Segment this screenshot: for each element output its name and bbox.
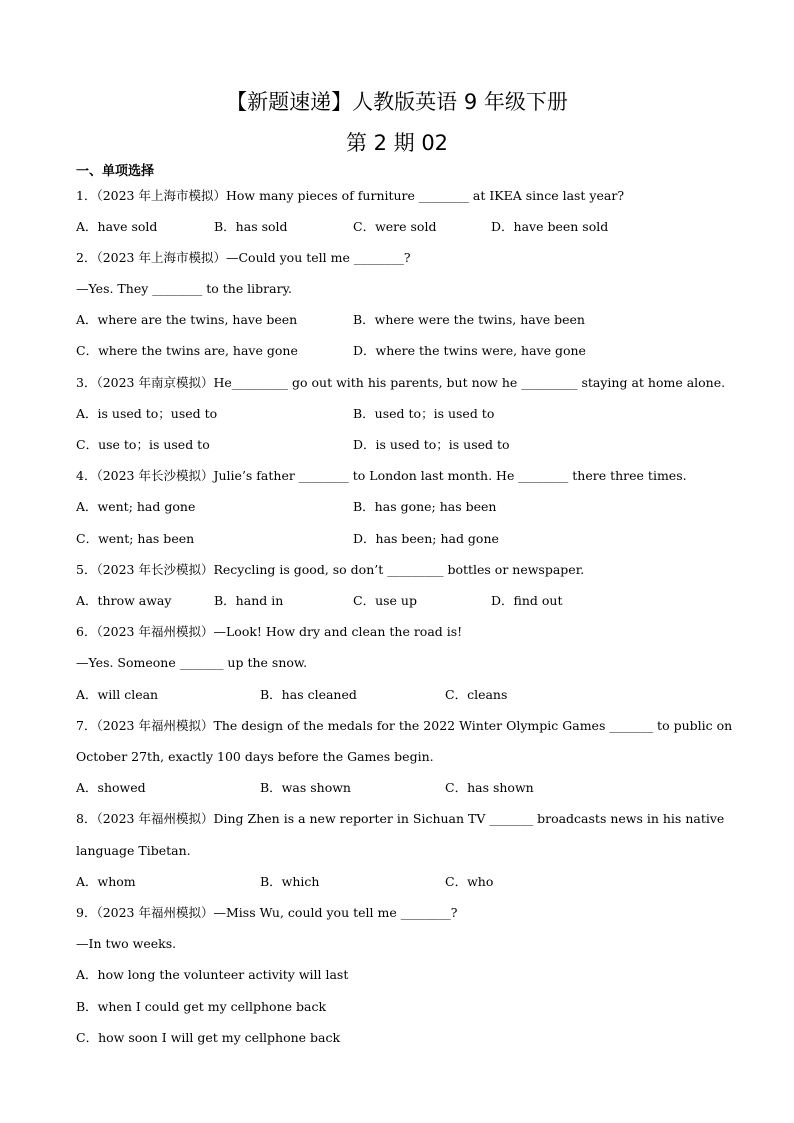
question-3-option-d: D．is used to；is used to <box>353 437 510 452</box>
question-7-stem: 7．（2023 年福州模拟）The design of the medals for the 2022 Winter Olympic Games _______ to public on <box>76 718 733 733</box>
page-subtitle: 第 2 期 02 <box>345 131 449 155</box>
question-7-option-c: C．has shown <box>445 780 534 795</box>
question-1-option-b: B．has sold <box>214 219 288 234</box>
question-1-stem: 1．（2023 年上海市模拟）How many pieces of furniture ________ at IKEA since last year? <box>76 188 625 203</box>
question-6-option-c: C．cleans <box>445 687 508 702</box>
question-5-option-d: D．find out <box>491 593 563 608</box>
question-8-stem-line-2: language Tibetan. <box>76 843 191 858</box>
question-4-option-a: A．went; had gone <box>76 499 196 514</box>
question-5-option-c: C．use up <box>353 593 417 608</box>
question-3-option-b: B．used to；is used to <box>353 406 495 421</box>
question-9-option-b: B．when I could get my cellphone back <box>76 999 327 1014</box>
page-title: 【新题速递】人教版英语 9 年级下册 <box>226 90 568 114</box>
section-heading: 一、单项选择 <box>76 164 155 179</box>
question-9-option-c: C．how soon I will get my cellphone back <box>76 1030 341 1045</box>
question-8-option-c: C．who <box>445 874 494 889</box>
question-5-option-a: A．throw away <box>76 593 172 608</box>
question-6-option-b: B．has cleaned <box>260 687 357 702</box>
question-2-stem-line-2: —Yes. They ________ to the library. <box>76 281 292 296</box>
question-3-stem: 3．（2023 年南京模拟）He_________ go out with his parents, but now he _________ staying at home alone. <box>76 375 726 390</box>
question-1-option-a: A．have sold <box>76 219 158 234</box>
question-5-stem: 5．（2023 年长沙模拟）Recycling is good, so don’t _________ bottles or newspaper. <box>76 562 585 577</box>
question-2-option-c: C．where the twins are, have gone <box>76 343 298 358</box>
question-2-stem: 2．（2023 年上海市模拟）—Could you tell me ________? <box>76 250 411 265</box>
question-6-option-a: A．will clean <box>76 687 159 702</box>
question-1-option-d: D．have been sold <box>491 219 609 234</box>
question-8-stem: 8．（2023 年福州模拟）Ding Zhen is a new reporter in Sichuan TV _______ broadcasts news in his native <box>76 811 725 826</box>
question-4-option-b: B．has gone; has been <box>353 499 497 514</box>
question-4-option-d: D．has been; had gone <box>353 531 499 546</box>
question-4-stem: 4．（2023 年长沙模拟）Julie’s father ________ to London last month. He ________ there three times. <box>76 468 687 483</box>
question-3-option-a: A．is used to；used to <box>76 406 218 421</box>
question-2-option-a: A．where are the twins, have been <box>76 312 298 327</box>
question-2-option-d: D．where the twins were, have gone <box>353 343 586 358</box>
question-6-stem-line-2: —Yes. Someone _______ up the snow. <box>76 655 308 670</box>
question-8-option-b: B．which <box>260 874 320 889</box>
question-7-option-b: B．was shown <box>260 780 351 795</box>
question-3-option-c: C．use to；is used to <box>76 437 210 452</box>
question-7-stem-line-2: October 27th, exactly 100 days before the Games begin. <box>76 749 434 764</box>
question-6-stem: 6．（2023 年福州模拟）—Look! How dry and clean the road is! <box>76 624 463 639</box>
question-8-option-a: A．whom <box>76 874 136 889</box>
question-4-option-c: C．went; has been <box>76 531 195 546</box>
question-9-option-a: A．how long the volunteer activity will last <box>76 967 349 982</box>
question-7-option-a: A．showed <box>76 780 146 795</box>
question-2-option-b: B．where were the twins, have been <box>353 312 585 327</box>
question-1-option-c: C．were sold <box>353 219 437 234</box>
question-9-stem-line-2: —In two weeks. <box>76 936 177 951</box>
question-9-stem: 9．（2023 年福州模拟）—Miss Wu, could you tell me ________? <box>76 905 458 920</box>
question-5-option-b: B．hand in <box>214 593 284 608</box>
